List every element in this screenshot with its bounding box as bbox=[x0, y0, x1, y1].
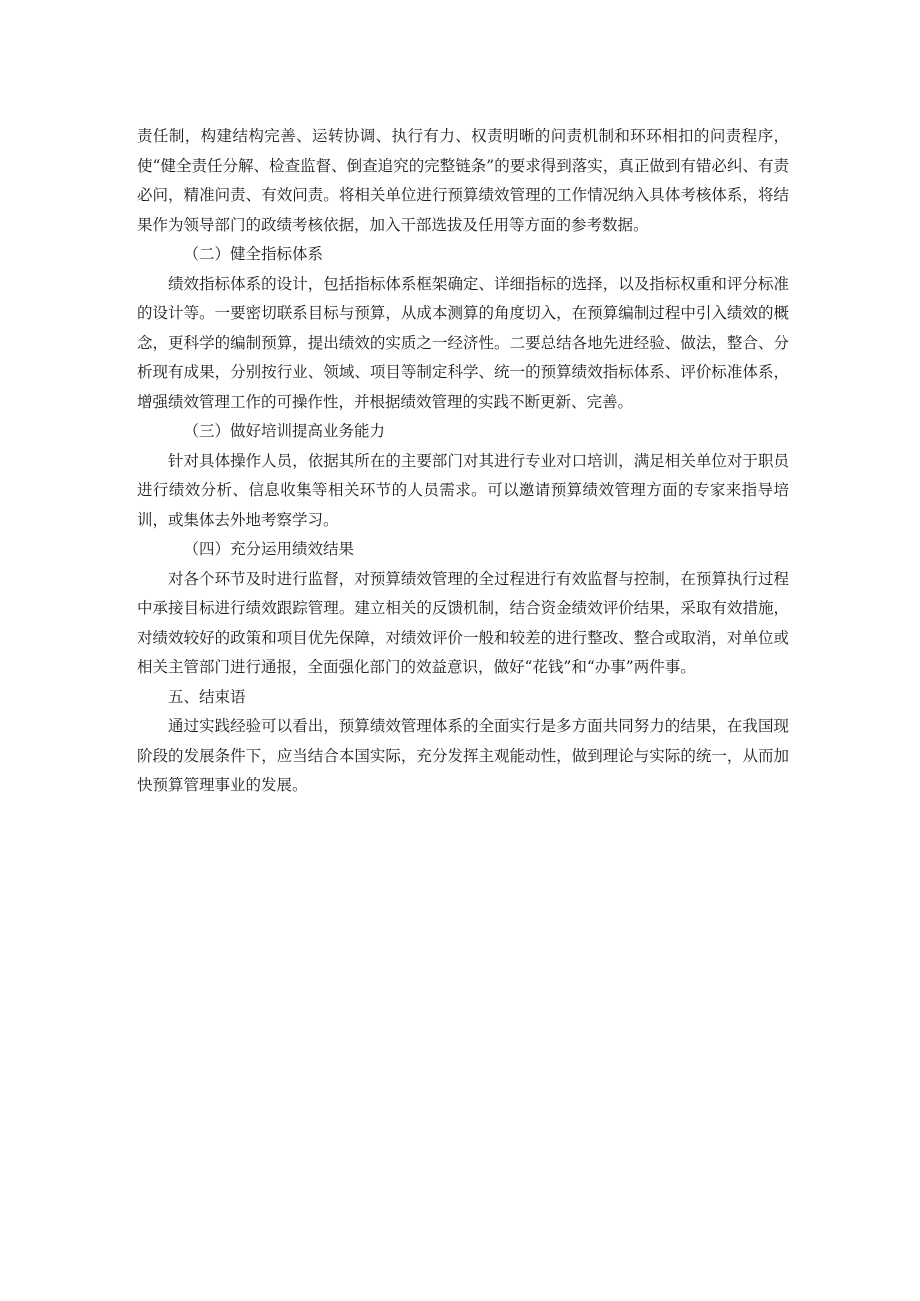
section-heading-conclusion: 五、结束语 bbox=[168, 687, 246, 706]
paragraph-conclusion: 通过实践经验可以看出，预算绩效管理体系的全面实行是多方面共同努力的结果，在我国现阶段的发展条件下，应当结合本国实际，充分发挥主观能动性，做到理论与实际的统一，从而加快预算管理事业的发展。 bbox=[137, 717, 789, 794]
section-heading-performance-results: （四）充分运用绩效结果 bbox=[183, 540, 355, 558]
paragraph-indicator-system: 绩效指标体系的设计，包括指标体系框架确定、详细指标的选择，以及指标权重和评分标准的设计等。一要密切联系目标与预算，从成本测算的角度切入，在预算编制过程中引入绩效的概念，更科学的编制预算，提出绩效的实质之一经济性。二要总结各地先进经验、做法，整合、分析现有成果，分别按行业、领域、项目等制定科学、统一的预算绩效指标体系、评价标准体系，增强绩效管理工作的可操作性，并根据绩效管理的实践不断更新、完善。 bbox=[137, 274, 789, 411]
paragraph-accountability-continued: 责任制，构建结构完善、运转协调、执行有力、权责明晰的问责机制和环环相扣的问责程序，使“健全责任分解、检查监督、倒查追究的完整链条”的要求得到落实，真正做到有错必纠、有责必问，精准问责、有效问责。将相关单位进行预算绩效管理的工作情况纳入具体考核体系，将结果作为领导部门的政绩考核依据，加入干部选拔及任用等方面的参考数据。 bbox=[137, 127, 789, 234]
paragraph-performance-results: 对各个环节及时进行监督，对预算绩效管理的全过程进行有效监督与控制，在预算执行过程中承接目标进行绩效跟踪管理。建立相关的反馈机制，结合资金绩效评价结果，采取有效措施，对绩效较好的政策和项目优先保障，对绩效评价一般和较差的进行整改、整合或取消，对单位或相关主管部门进行通报，全面强化部门的效益意识，做好“花钱”和“办事”两件事。 bbox=[137, 569, 789, 676]
section-heading-indicator-system: （二）健全指标体系 bbox=[183, 245, 324, 263]
document-body bbox=[137, 122, 789, 801]
paragraph-training: 针对具体操作人员，依据其所在的主要部门对其进行专业对口培训，满足相关单位对于职员进行绩效分析、信息收集等相关环节的人员需求。可以邀请预算绩效管理方面的专家来指导培训，或集体去外地考察学习。 bbox=[137, 451, 789, 529]
section-heading-training: （三）做好培训提高业务能力 bbox=[183, 422, 386, 440]
